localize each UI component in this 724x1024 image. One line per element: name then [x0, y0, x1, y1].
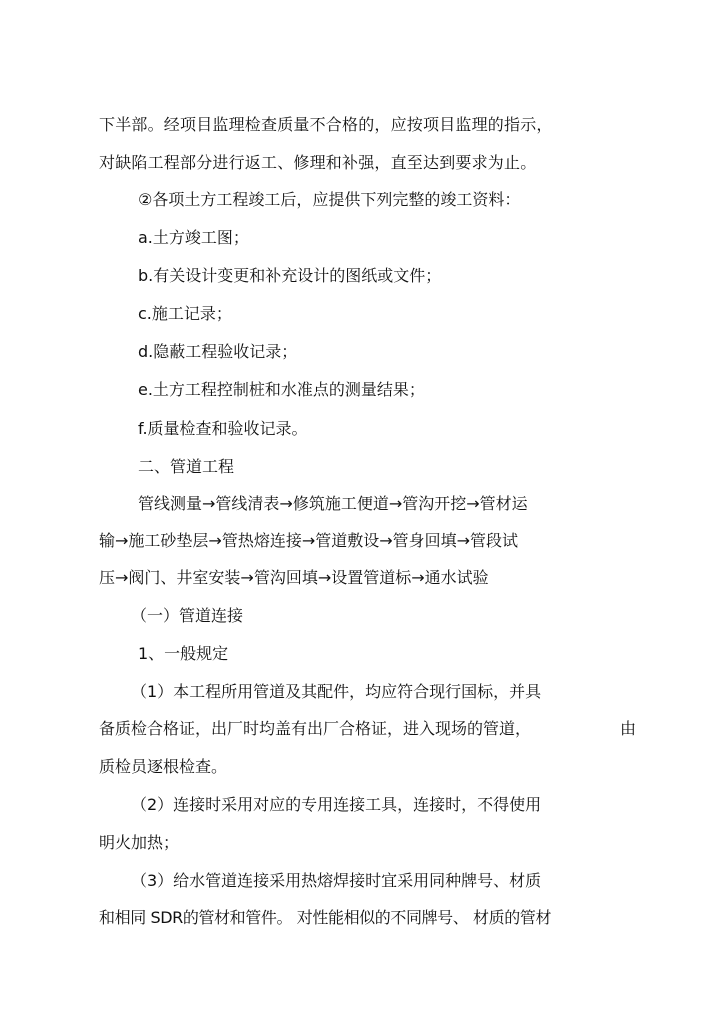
section-heading: 二、管道工程 [138, 457, 235, 476]
text-line: a.土方竣工图； [138, 228, 249, 247]
text-line: 明火加热； [99, 833, 180, 852]
text-line: 输→施工砂垫层→管热熔连接→管道敷设→管身回填→管段试 [99, 531, 519, 550]
text-line: ②各项土方工程竣工后，应提供下列完整的竣工资料： [138, 190, 521, 209]
text-line: （1）本工程所用管道及其配件，均应符合现行国标，并具 [131, 682, 542, 701]
subsection-heading: （一）管道连接 [131, 606, 244, 625]
text-line: （2）连接时采用对应的专用连接工具，连接时，不得使用 [131, 795, 542, 814]
text-line: 由 [620, 719, 637, 738]
text-line: d.隐蔽工程验收记录； [138, 342, 298, 361]
text-line: b.有关设计变更和补充设计的图纸或文件； [138, 266, 442, 285]
text-line: f.质量检查和验收记录。 [138, 419, 308, 438]
text-line: （3）给水管道连接采用热熔焊接时宜采用同种牌号、材质 [131, 871, 542, 890]
text-line: 管线测量→管线清表→修筑施工便道→管沟开挖→管材运 [138, 494, 528, 513]
text-line: 下半部。经项目监理检查质量不合格的，应按项目监理的指示， [99, 115, 553, 134]
text-line: e.土方工程控制桩和水准点的测量结果； [138, 380, 425, 399]
text-line: 和相同 SDR的管材和管件。 对性能相似的不同牌号、 材质的管材 [99, 908, 552, 927]
text-line: 备质检合格证，出厂时均盖有出厂合格证，进入现场的管道， [99, 719, 532, 738]
text-line: 对缺陷工程部分进行返工、修理和补强，直至达到要求为止。 [99, 153, 537, 172]
text-line: c.施工记录； [138, 304, 232, 323]
text-line: 质检员逐根检查。 [99, 757, 228, 776]
text-line: 压→阀门、井室安装→管沟回填→设置管道标→通水试验 [99, 568, 489, 587]
subsection-heading: 1、一般规定 [138, 644, 229, 663]
